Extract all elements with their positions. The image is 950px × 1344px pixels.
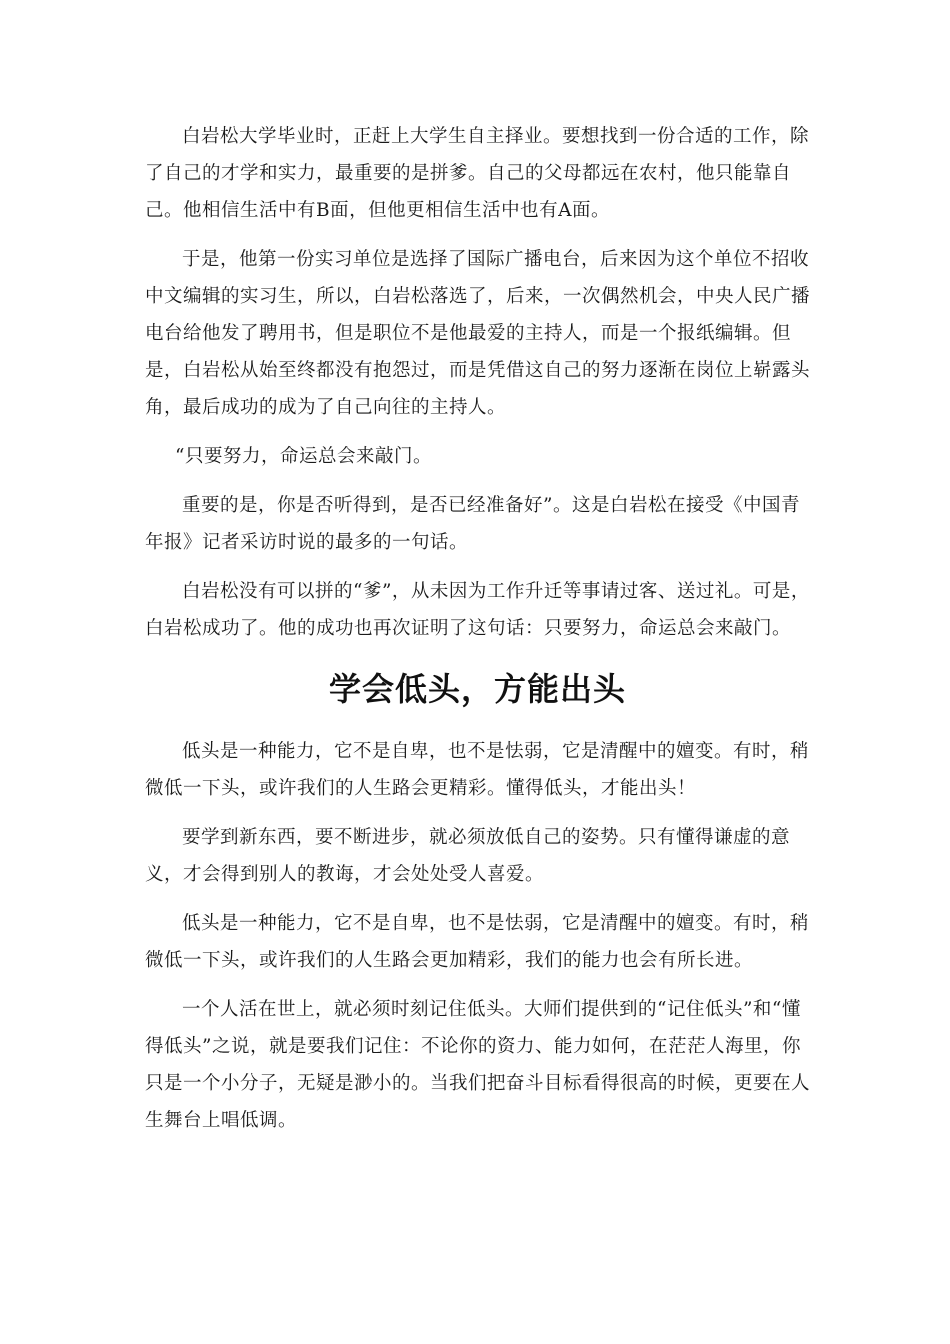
article-section-learn-to-bow (145, 733, 810, 1139)
paragraph: 要学到新东西，要不断进步，就必须放低自己的姿势。只有懂得谦虚的意义，才会得到别人的教诲，才会处处受人喜爱。 (145, 827, 791, 885)
paragraph: 重要的是，你是否听得到，是否已经准备好”。这是白岩松在接受《中国青年报》记者采访时说的最多的一句话。 (145, 495, 800, 553)
article-section-bai-yansong (145, 118, 810, 647)
paragraph: 低头是一种能力，它不是自卑，也不是怯弱，它是清醒中的嬗变。有时，稍微低一下头，或许我们的人生路会更精彩。懂得低头，才能出头！ (145, 741, 810, 799)
document-body (145, 118, 810, 1151)
paragraph: 于是，他第一份实习单位是选择了国际广播电台，后来因为这个单位不招收中文编辑的实习生，所以，白岩松落选了，后来，一次偶然机会，中央人民广播电台给他发了聘用书，但是职位不是他最爱的主持人，而是一个报纸编辑。但是，白岩松从始至终都没有抱怨过，而是凭借这自己的努力逐渐在岗位上崭露头角，最后成功的成为了自己向往的主持人。 (145, 249, 811, 418)
paragraph: 一个人活在世上，就必须时刻记住低头。大师们提供到的“记住低头”和“懂得低头”之说，就是要我们记住：不论你的资力、能力如何，在茫茫人海里，你只是一个小分子，无疑是渺小的。当我们把奋斗目标看得很高的时候，更要在人生舞台上唱低调。 (145, 999, 811, 1131)
paragraph: 白岩松没有可以拼的“爹”，从未因为工作升迁等事请过客、送过礼。可是，白岩松成功了。他的成功也再次证明了这句话：只要努力，命运总会来敲门。 (145, 581, 810, 639)
paragraph: 低头是一种能力，它不是自卑，也不是怯弱，它是清醒中的嬗变。有时，稍微低一下头，或许我们的人生路会更加精彩，我们的能力也会有所长进。 (145, 913, 810, 971)
article-title: 学会低头，方能出头 (328, 670, 626, 708)
paragraph: “只要努力，命运总会来敲门。 (175, 446, 432, 467)
paragraph: 白岩松大学毕业时，正赶上大学生自主择业。要想找到一份合适的工作，除了自己的才学和实力，最重要的是拼爹。自己的父母都远在农村，他只能靠自己。他相信生活中有B面，但他更相信生活中也有A面。 (145, 126, 810, 221)
